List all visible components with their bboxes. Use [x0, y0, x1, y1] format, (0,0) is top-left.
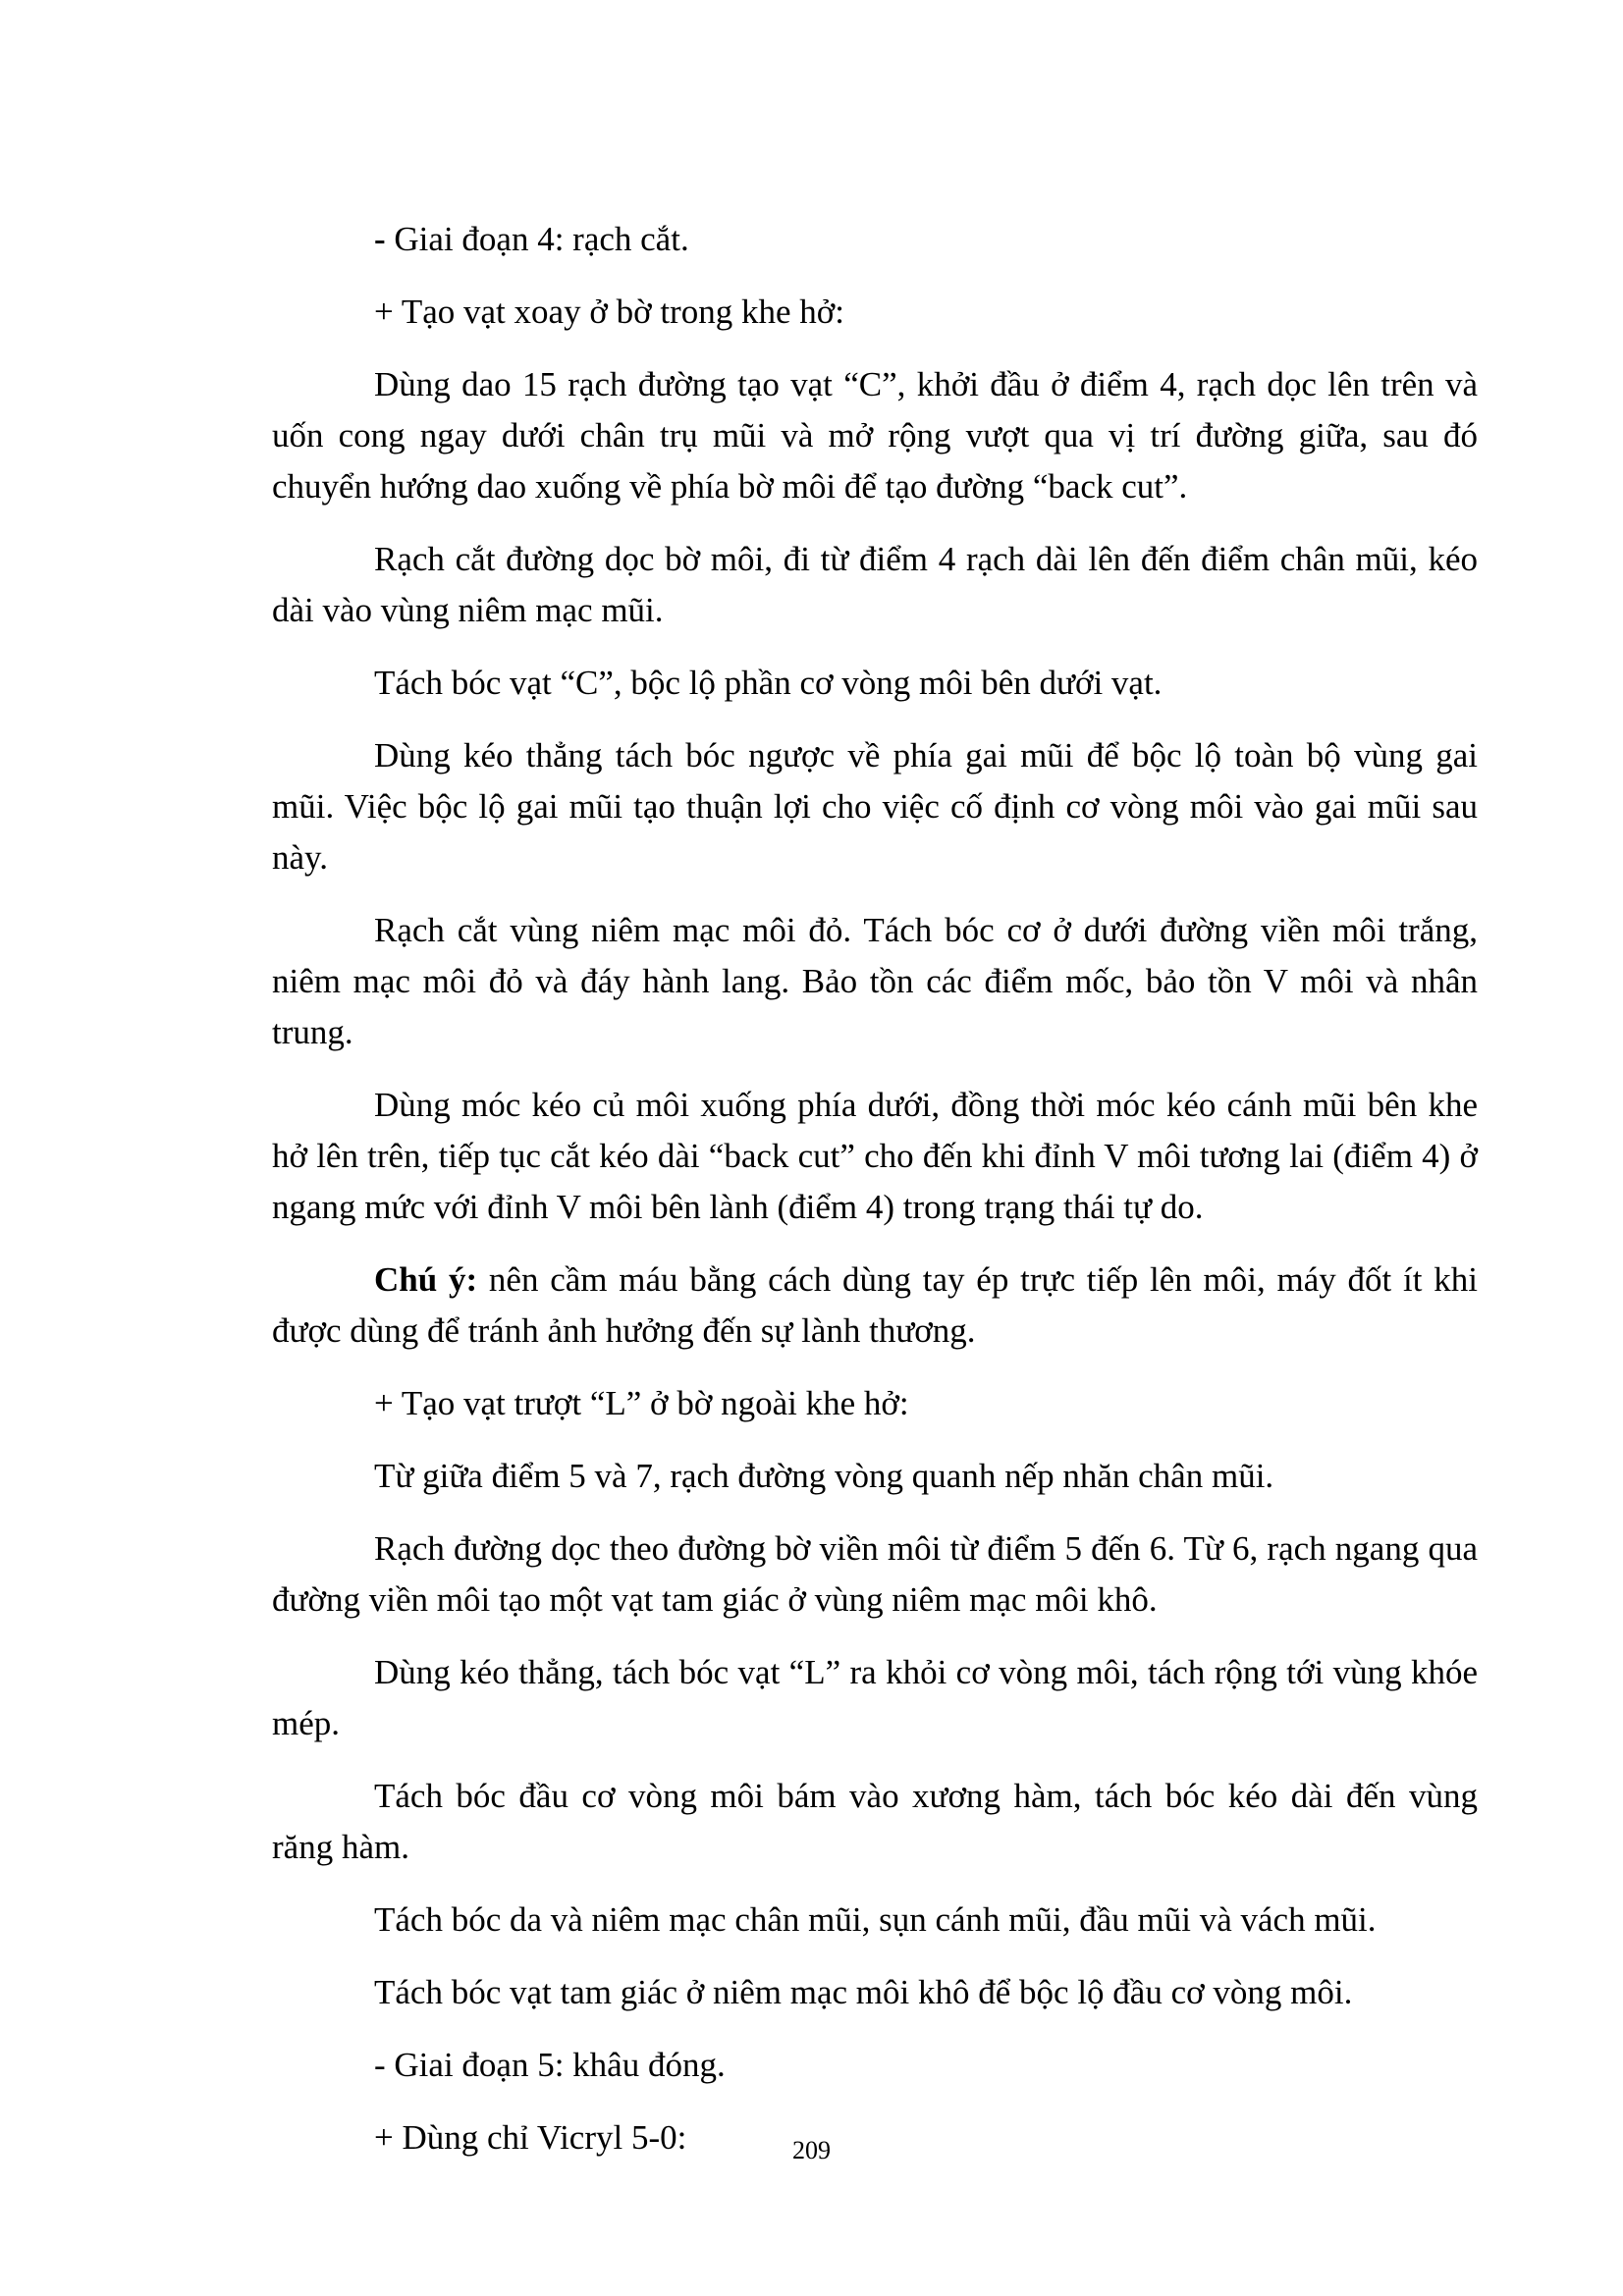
paragraph: Rạch cắt đường dọc bờ môi, đi từ điểm 4 rạch dài lên đến điểm chân mũi, kéo dài vào vùng niêm mạc mũi.	[272, 540, 1478, 629]
paragraph: Tách bóc vạt “C”, bộc lộ phần cơ vòng môi bên dưới vạt.	[374, 664, 1163, 702]
paragraph: Dùng kéo thẳng tách bóc ngược về phía gai mũi để bộc lộ toàn bộ vùng gai mũi. Việc bộc lộ gai mũi tạo thuận lợi cho việc cố định cơ vòng môi vào gai mũi sau này.	[272, 736, 1478, 877]
paragraph-note	[272, 1255, 1478, 1357]
paragraph: Dùng dao 15 rạch đường tạo vạt “C”, khởi đầu ở điểm 4, rạch dọc lên trên và uốn cong ngay dưới chân trụ mũi và mở rộng vượt qua vị trí đường giữa, sau đó chuyển hướng dao xuống về phía bờ môi để tạo đường “back cut”.	[272, 365, 1478, 506]
page-number: 209	[792, 2136, 831, 2164]
paragraph: Dùng kéo thẳng, tách bóc vạt “L” ra khỏi cơ vòng môi, tách rộng tới vùng khóe mép.	[272, 1653, 1478, 1742]
document-body	[272, 214, 1478, 2185]
paragraph-rotation-flap-heading: + Tạo vạt xoay ở bờ trong khe hở:	[374, 293, 844, 331]
paragraph: Dùng móc kéo củ môi xuống phía dưới, đồng thời móc kéo cánh mũi bên khe hở lên trên, tiếp tục cắt kéo dài “back cut” cho đến khi đỉnh V môi tương lai (điểm 4) ở ngang mức với đỉnh V môi bên lành (điểm 4) trong trạng thái tự do.	[272, 1086, 1478, 1226]
paragraph: Rạch đường dọc theo đường bờ viền môi từ điểm 5 đến 6. Từ 6, rạch ngang qua đường viền môi tạo một vạt tam giác ở vùng niêm mạc môi khô.	[272, 1529, 1478, 1619]
paragraph-stage-5: - Giai đoạn 5: khâu đóng.	[374, 2046, 726, 2084]
paragraph-text: nên cầm máu bằng cách dùng tay ép trực tiếp lên môi, máy đốt ít khi được dùng để tránh ảnh hưởng đến sự lành thương.	[272, 1260, 1478, 1350]
paragraph: Tách bóc đầu cơ vòng môi bám vào xương hàm, tách bóc kéo dài đến vùng răng hàm.	[272, 1777, 1478, 1866]
paragraph: Từ giữa điểm 5 và 7, rạch đường vòng quanh nếp nhăn chân mũi.	[374, 1457, 1274, 1495]
paragraph: Tách bóc vạt tam giác ở niêm mạc môi khô để bộc lộ đầu cơ vòng môi.	[374, 1973, 1353, 2011]
paragraph: Rạch cắt vùng niêm mạc môi đỏ. Tách bóc cơ ở dưới đường viền môi trắng, niêm mạc môi đỏ và đáy hành lang. Bảo tồn các điểm mốc, bảo tồn V môi và nhân trung.	[272, 911, 1478, 1051]
paragraph-suture-heading: + Dùng chỉ Vicryl 5-0:	[374, 2118, 687, 2157]
paragraph-advancement-flap-heading: + Tạo vạt trượt “L” ở bờ ngoài khe hở:	[374, 1384, 909, 1422]
dash-marker: -	[374, 220, 386, 258]
paragraph: Tách bóc da và niêm mạc chân mũi, sụn cánh mũi, đầu mũi và vách mũi.	[374, 1900, 1377, 1939]
paragraph-stage-4	[272, 214, 1478, 265]
note-label: Chú ý:	[374, 1260, 478, 1299]
paragraph-text: Giai đoạn 4: rạch cắt.	[385, 220, 689, 258]
